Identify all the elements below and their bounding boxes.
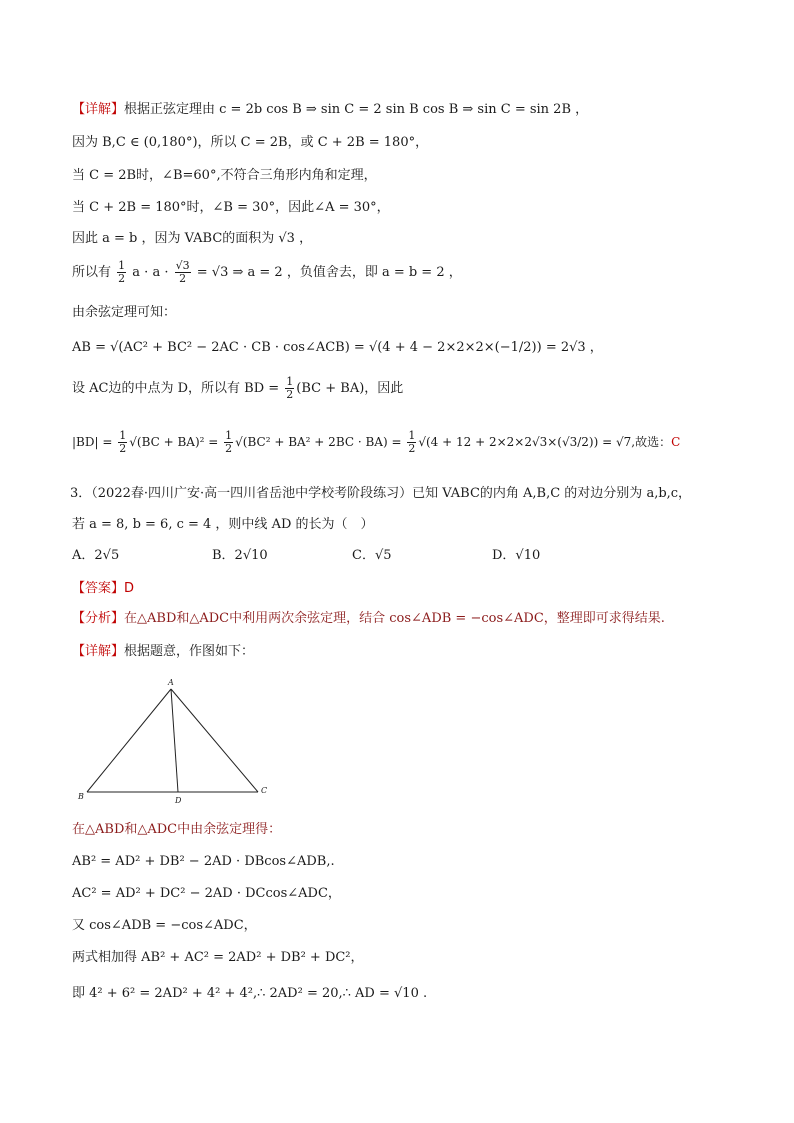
detail-line-3: 当 C = 2B时，∠B=60°,不符合三角形内角和定理，: [72, 168, 377, 183]
detail-line-10: [72, 427, 680, 457]
detail-line-4: 当 C + 2B = 180°时，∠B = 30°，因此∠A = 30°，: [72, 200, 390, 215]
label-d: D: [175, 796, 182, 805]
solution-line-5: 两式相加得 AB² + AC² = 2AD² + DB² + DC²，: [72, 950, 364, 965]
question-3-options: [72, 546, 632, 566]
option-b: B．2√10: [212, 548, 268, 563]
median-ad: [171, 689, 178, 792]
answer-value: D: [124, 581, 135, 596]
fraction-half: [407, 430, 416, 455]
text: 根据正弦定理由 c = 2b cos B ⇒ sin C = 2 sin B cos B ⇒ sin C = sin 2B ，: [124, 102, 589, 117]
solution-line-3: AC² = AD² + DC² − 2AD · DCcos∠ADC，: [72, 886, 341, 901]
text: (BC + BA)，因此: [296, 381, 404, 396]
detail-line-7: 由余弦定理可知：: [72, 305, 177, 320]
denominator: 2: [179, 272, 187, 285]
text: √(BC² + BA² + 2BC · BA) =: [235, 435, 402, 449]
triangle-figure: [70, 672, 280, 812]
detail-line-5: 因此 a = b ，因为 VABC的面积为 √3 ，: [72, 231, 313, 246]
analysis-line: [72, 609, 665, 629]
answer-label: 【答案】: [72, 581, 125, 596]
numerator: √3: [175, 259, 190, 272]
side-ab: [87, 689, 171, 792]
fraction-sqrt3-over-2: [175, 260, 191, 285]
text: = √3 ⇒ a = 2 ，负值舍去，即 a = b = 2 ，: [196, 265, 462, 280]
text: √(4 + 12 + 2×2×2√3×(√3/2)) = √7,: [418, 435, 636, 449]
numerator: 1: [119, 429, 127, 442]
question-3-line-1: 3．（2022春·四川广安·高一四川省岳池中学校考阶段练习）已知 VABC的内角 A,B,C 的对边分别为 a,b,c，: [70, 486, 692, 501]
numerator: 1: [408, 429, 416, 442]
option-a: A．2√5: [72, 548, 120, 563]
text: 故选：: [635, 435, 672, 449]
label-a: A: [168, 678, 174, 687]
fraction-half: [285, 376, 294, 401]
text: |BD| =: [72, 435, 113, 449]
denominator: 2: [225, 442, 233, 455]
text: 设 AC边的中点为 D，所以有 BD =: [72, 381, 280, 396]
analysis-text: 在△ABD和△ADC中利用两次余弦定理，结合 cos∠ADB = −cos∠ADC，整理即可求得结果.: [124, 611, 665, 626]
denominator: 2: [408, 442, 416, 455]
text: a · a ·: [132, 265, 169, 280]
selected-answer: C: [671, 435, 681, 449]
fraction-half: [118, 430, 127, 455]
fraction-half: [224, 430, 233, 455]
question-3-line-2: 若 a = 8, b = 6, c = 4 ，则中线 AD 的长为（ ）: [72, 517, 374, 532]
fraction-half: [117, 260, 126, 285]
numerator: 1: [118, 259, 126, 272]
detail-line-6: [72, 258, 462, 288]
text: 根据题意，作图如下：: [124, 644, 255, 659]
denominator: 2: [118, 272, 126, 285]
solution-line-2: AB² = AD² + DB² − 2AD · DBcos∠ADB,.: [72, 854, 335, 869]
text: √(BC + BA)² =: [129, 435, 219, 449]
denominator: 2: [119, 442, 127, 455]
label-c: C: [261, 786, 268, 795]
numerator: 1: [286, 375, 294, 388]
analysis-label: 【分析】: [72, 611, 125, 626]
text: 所以有: [72, 265, 112, 280]
answer-line: [72, 579, 134, 599]
detail-line-1: [72, 100, 588, 120]
detail2-line: [72, 642, 254, 662]
solution-line-1: 在△ABD和△ADC中由余弦定理得：: [72, 822, 282, 837]
option-c: C．√5: [352, 548, 392, 563]
detail-line-2: 因为 B,C ∈ (0,180°)，所以 C = 2B，或 C + 2B = 180°，: [72, 135, 429, 150]
detail-label: 【详解】: [72, 644, 125, 659]
solution-line-6: 即 4² + 6² = 2AD² + 4² + 4²,∴ 2AD² = 20,∴ AD = √10 .: [72, 986, 428, 1001]
detail-line-8: AB = √(AC² + BC² − 2AC · CB · cos∠ACB) = √(4 + 4 − 2×2×2×(−1/2)) = 2√3 ，: [72, 340, 603, 355]
option-d: D．√10: [492, 548, 541, 563]
label-b: B: [78, 792, 84, 801]
side-ac: [171, 689, 258, 792]
detail-label: 【详解】: [72, 102, 125, 117]
denominator: 2: [286, 388, 294, 401]
numerator: 1: [225, 429, 233, 442]
solution-line-4: 又 cos∠ADB = −cos∠ADC，: [72, 918, 257, 933]
detail-line-9: [72, 374, 403, 404]
